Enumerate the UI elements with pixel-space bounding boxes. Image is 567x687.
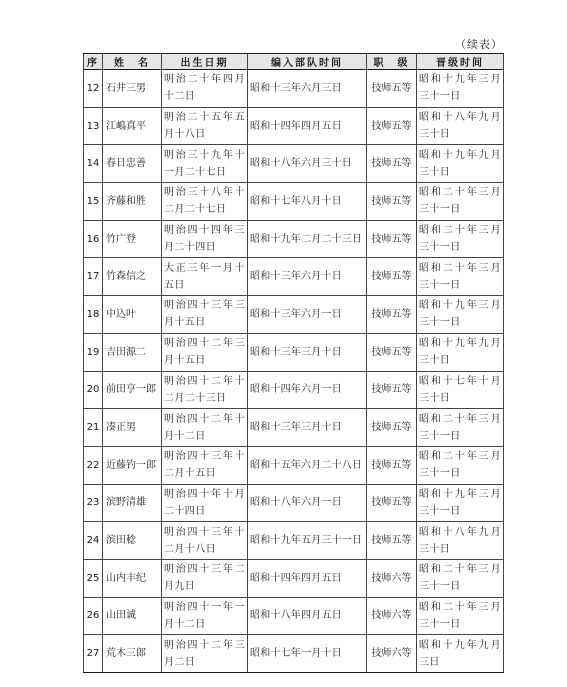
- cell-promotion-date: 昭和二十年三月三十一日: [417, 409, 504, 447]
- table-row: [84, 409, 504, 447]
- header-rank: 职 级: [367, 54, 417, 70]
- cell-rank: 技师五等: [367, 522, 417, 560]
- table-row: [84, 145, 504, 183]
- cell-promotion-date: 昭和十九年九月三十日: [417, 145, 504, 183]
- cell-seq: 12: [84, 70, 103, 108]
- cell-name: 江嶋真平: [103, 107, 162, 145]
- cell-name: 山内丰纪: [103, 559, 162, 597]
- cell-name: 近藤钓一郎: [103, 446, 162, 484]
- cell-rank: 技师五等: [367, 371, 417, 409]
- cell-seq: 23: [84, 484, 103, 522]
- cell-promotion-date: 昭和十八年九月三十日: [417, 522, 504, 560]
- cell-birth-date: 明治四十三年三月十五日: [162, 296, 248, 334]
- cell-name: 春日忠善: [103, 145, 162, 183]
- cell-name: 竹森信之: [103, 258, 162, 296]
- cell-rank: 技师五等: [367, 220, 417, 258]
- cell-enlistment-date: 昭和十三年六月一日: [248, 296, 367, 334]
- table-row: [84, 484, 504, 522]
- cell-seq: 26: [84, 597, 103, 635]
- table-row: [84, 107, 504, 145]
- cell-birth-date: 明治四十二年十月十二日: [162, 409, 248, 447]
- continued-label: （续表）: [455, 38, 503, 51]
- table-row: [84, 371, 504, 409]
- personnel-table: [83, 53, 504, 673]
- cell-seq: 14: [84, 145, 103, 183]
- cell-promotion-date: 昭和十八年九月三十日: [417, 107, 504, 145]
- table-row: [84, 296, 504, 334]
- cell-promotion-date: 昭和二十年三月三十一日: [417, 220, 504, 258]
- cell-birth-date: 明治四十二年三月二日: [162, 635, 248, 673]
- header-promotion-date: 晋级时间: [417, 54, 504, 70]
- cell-promotion-date: 昭和十九年九月三日: [417, 635, 504, 673]
- table-body: [84, 70, 504, 673]
- cell-seq: 17: [84, 258, 103, 296]
- cell-rank: 技师五等: [367, 70, 417, 108]
- cell-promotion-date: 昭和十七年十月三十日: [417, 371, 504, 409]
- cell-seq: 27: [84, 635, 103, 673]
- header-row: [84, 54, 504, 70]
- cell-rank: 技师五等: [367, 107, 417, 145]
- cell-birth-date: 明治四十二年十二月二十三日: [162, 371, 248, 409]
- cell-rank: 技师五等: [367, 484, 417, 522]
- cell-enlistment-date: 昭和十八年六月三十日: [248, 145, 367, 183]
- cell-rank: 技师五等: [367, 409, 417, 447]
- cell-birth-date: 明治二十五年五月十八日: [162, 107, 248, 145]
- cell-seq: 22: [84, 446, 103, 484]
- cell-promotion-date: 昭和二十年三月三十一日: [417, 183, 504, 221]
- cell-seq: 24: [84, 522, 103, 560]
- cell-rank: 技师五等: [367, 446, 417, 484]
- table-row: [84, 183, 504, 221]
- cell-enlistment-date: 昭和十三年三月十日: [248, 409, 367, 447]
- cell-enlistment-date: 昭和十三年六月十日: [248, 258, 367, 296]
- table-row: [84, 597, 504, 635]
- cell-name: 山田诚: [103, 597, 162, 635]
- table-row: [84, 220, 504, 258]
- cell-seq: 18: [84, 296, 103, 334]
- cell-enlistment-date: 昭和十三年六月三日: [248, 70, 367, 108]
- cell-seq: 21: [84, 409, 103, 447]
- cell-birth-date: 明治四十四年三月二十四日: [162, 220, 248, 258]
- cell-enlistment-date: 昭和十八年六月一日: [248, 484, 367, 522]
- cell-rank: 技师五等: [367, 296, 417, 334]
- table-row: [84, 258, 504, 296]
- cell-promotion-date: 昭和二十年三月三十一日: [417, 258, 504, 296]
- cell-rank: 技师五等: [367, 183, 417, 221]
- cell-name: 齐藤和胜: [103, 183, 162, 221]
- cell-promotion-date: 昭和十九年九月三十日: [417, 333, 504, 371]
- cell-birth-date: 明治三十九年十一月二十七日: [162, 145, 248, 183]
- table-row: [84, 446, 504, 484]
- header-name: 姓 名: [103, 54, 162, 70]
- cell-name: 竹广登: [103, 220, 162, 258]
- cell-birth-date: 大正三年一月十五日: [162, 258, 248, 296]
- cell-rank: 技师六等: [367, 559, 417, 597]
- cell-name: 石井三男: [103, 70, 162, 108]
- cell-rank: 技师五等: [367, 145, 417, 183]
- cell-enlistment-date: 昭和十四年四月五日: [248, 107, 367, 145]
- cell-name: 前田亨一郎: [103, 371, 162, 409]
- cell-birth-date: 明治三十八年十二月二十七日: [162, 183, 248, 221]
- cell-rank: 技师六等: [367, 635, 417, 673]
- cell-birth-date: 明治四十二年三月十五日: [162, 333, 248, 371]
- cell-name: 中込叶: [103, 296, 162, 334]
- cell-birth-date: 明治二十年四月十二日: [162, 70, 248, 108]
- table-row: [84, 635, 504, 673]
- cell-name: 荒木三郎: [103, 635, 162, 673]
- cell-enlistment-date: 昭和十七年一月十日: [248, 635, 367, 673]
- cell-name: 滨田稔: [103, 522, 162, 560]
- cell-promotion-date: 昭和十九年三月三十一日: [417, 484, 504, 522]
- cell-birth-date: 明治四十年十月二十四日: [162, 484, 248, 522]
- cell-enlistment-date: 昭和十三年三月十日: [248, 333, 367, 371]
- cell-birth-date: 明治四十一年一月十二日: [162, 597, 248, 635]
- cell-birth-date: 明治四十三年十二月十八日: [162, 522, 248, 560]
- cell-promotion-date: 昭和十九年三月三十一日: [417, 296, 504, 334]
- cell-name: 凑正男: [103, 409, 162, 447]
- cell-seq: 19: [84, 333, 103, 371]
- cell-promotion-date: 昭和二十年三月三十一日: [417, 446, 504, 484]
- cell-enlistment-date: 昭和十五年六月二十八日: [248, 446, 367, 484]
- header-seq: 序: [84, 54, 103, 70]
- cell-rank: 技师六等: [367, 597, 417, 635]
- cell-enlistment-date: 昭和十七年八月十日: [248, 183, 367, 221]
- cell-seq: 25: [84, 559, 103, 597]
- cell-enlistment-date: 昭和十四年四月五日: [248, 559, 367, 597]
- cell-promotion-date: 昭和十九年三月三十一日: [417, 70, 504, 108]
- cell-birth-date: 明治四十三年二月九日: [162, 559, 248, 597]
- cell-name: 滨野清雄: [103, 484, 162, 522]
- table-header: [84, 54, 504, 70]
- cell-birth-date: 明治四十三年十二月十五日: [162, 446, 248, 484]
- cell-seq: 13: [84, 107, 103, 145]
- cell-enlistment-date: 昭和十八年四月五日: [248, 597, 367, 635]
- cell-enlistment-date: 昭和十九年二月二十三日: [248, 220, 367, 258]
- cell-enlistment-date: 昭和十九年五月三十一日: [248, 522, 367, 560]
- cell-rank: 技师五等: [367, 333, 417, 371]
- cell-enlistment-date: 昭和十四年六月一日: [248, 371, 367, 409]
- cell-seq: 16: [84, 220, 103, 258]
- cell-promotion-date: 昭和二十年三月三十一日: [417, 559, 504, 597]
- table-row: [84, 333, 504, 371]
- cell-seq: 15: [84, 183, 103, 221]
- table-row: [84, 522, 504, 560]
- cell-rank: 技师五等: [367, 258, 417, 296]
- cell-promotion-date: 昭和二十年三月三十一日: [417, 597, 504, 635]
- table-row: [84, 559, 504, 597]
- cell-seq: 20: [84, 371, 103, 409]
- table-row: [84, 70, 504, 108]
- cell-name: 吉田源二: [103, 333, 162, 371]
- header-enlistment-date: 编入部队时间: [248, 54, 367, 70]
- header-birth-date: 出生日期: [162, 54, 248, 70]
